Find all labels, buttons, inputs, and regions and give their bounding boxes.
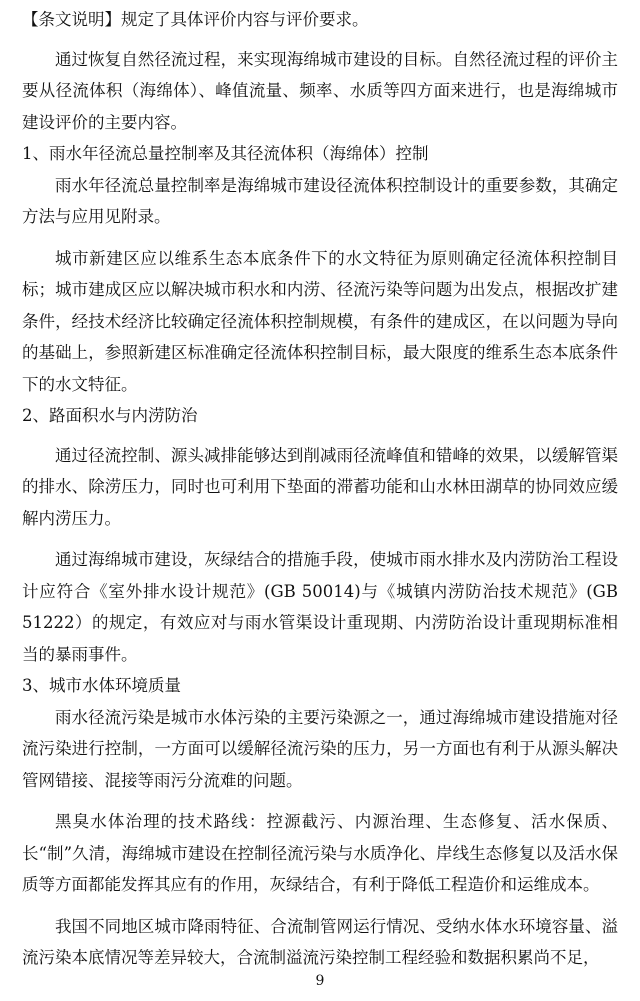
paragraph-black-odorous-water: 黑臭水体治理的技术路线：控源截污、内源治理、生态修复、活水保质、长“制”久清，海绵城市建设在控制径流污染与水质净化、岸线生态修复以及活水保质等方面都能发挥其应有的作用，灰绿结合，有利于降低工程造价和运维成本。 xyxy=(22,812,618,894)
paragraph-combined-sewer-overflow: 我国不同地区城市降雨特征、合流制管网运行情况、受纳水体水环境容量、溢流污染本底情况等差异较大，合流制溢流污染控制工程经验和数据积累尚不足， xyxy=(22,916,618,967)
page-content xyxy=(22,4,618,974)
clause-note-intro: 【条文说明】规定了具体评价内容与评价要求。 xyxy=(22,10,369,29)
paragraph-evaluation-overview: 通过恢复自然径流过程，来实现海绵城市建设的目标。自然径流过程的评价主要从径流体积（海绵体）、峰值流量、频率、水质等四方面来进行，也是海绵城市建设评价的主要内容。 xyxy=(22,49,618,132)
page-number: 9 xyxy=(315,973,325,989)
paragraph-design-standards: 通过海绵城市建设，灰绿结合的措施手段，使城市雨水排水及内涝防治工程设计应符合《室外排水设计规范》(GB 50014)与《城镇内涝防治技术规范》(GB 51222）的规定，有效应对与雨水管渠设计重现期、内涝防治设计重现期标准相当的暴雨事件。 xyxy=(22,550,618,664)
section-heading-waterlogging: 2、路面积水与内涝防治 xyxy=(22,406,198,425)
section-heading-water-quality: 3、城市水体环境质量 xyxy=(22,676,181,695)
paragraph-runoff-control-rate: 雨水年径流总量控制率是海绵城市建设径流体积控制设计的重要参数，其确定方法与应用见附录。 xyxy=(22,175,618,226)
paragraph-runoff-targets: 城市新建区应以维系生态本底条件下的水文特征为原则确定径流体积控制目标；城市建成区应以解决城市积水和内涝、径流污染等问题为出发点，根据改扩建条件，经技术经济比较确定径流体积控制规模，有条件的建成区，在以问题为导向的基础上，参照新建区标准确定径流体积控制目标，最大限度的维系生态本底条件下的水文特征。 xyxy=(22,248,618,394)
paragraph-peak-reduction: 通过径流控制、源头减排能够达到削减雨径流峰值和错峰的效果，以缓解管渠的排水、除涝压力，同时也可利用下垫面的滞蓄功能和山水林田湖草的协同效应缓解内涝压力。 xyxy=(22,445,618,528)
paragraph-runoff-pollution: 雨水径流污染是城市水体污染的主要污染源之一，通过海绵城市建设措施对径流污染进行控制，一方面可以缓解径流污染的压力，另一方面也有利于从源头解决管网错接、混接等雨污分流难的问题。 xyxy=(22,707,618,790)
section-heading-runoff-volume: 1、雨水年径流总量控制率及其径流体积（海绵体）控制 xyxy=(22,144,429,163)
